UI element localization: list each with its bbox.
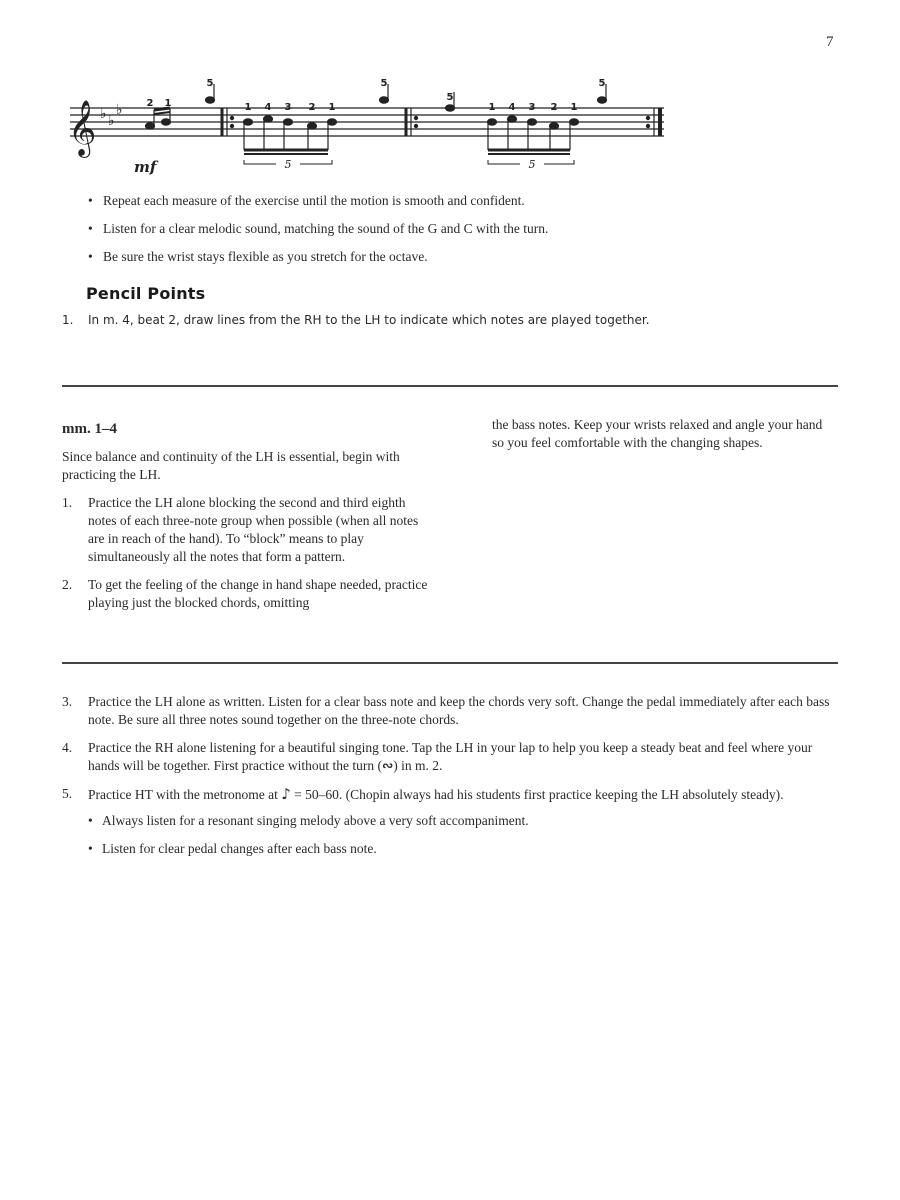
fingering-number: 3 [528, 102, 536, 113]
divider [62, 385, 838, 387]
fingering-number: 1 [164, 98, 172, 109]
steps-list [62, 494, 430, 612]
fingering-number: 2 [550, 102, 558, 113]
turn-icon: ∾ [381, 758, 394, 774]
pencil-points-heading: Pencil Points [86, 284, 206, 303]
list-item: 3. Practice the LH alone as written. Listen for a clear bass note and keep the chords very soft. Change the pedal immediately after each bass note. Be sure all three notes sound together on the three-note chords. [62, 694, 830, 727]
page-number: 7 [826, 34, 834, 50]
pencil-points-item: 1. In m. 4, beat 2, draw lines from the RH to the LH to indicate which notes are played together. [62, 313, 650, 327]
list-item: • Always listen for a resonant singing melody above a very soft accompaniment. [88, 813, 529, 828]
fingering-number: 5 [598, 78, 606, 89]
continuation-paragraph: the bass notes. Keep your wrists relaxed and angle your hand so you feel comfortable with the changing shapes. [492, 417, 823, 450]
divider [62, 662, 838, 664]
list-item: • Be sure the wrist stays flexible as you stretch for the octave. [88, 249, 428, 264]
fingering-number: 1 [488, 102, 496, 113]
tuplet-label: 5 [528, 158, 536, 171]
steps-list [62, 693, 838, 858]
flat-icon: ♭ [100, 106, 107, 122]
fingering-number: 5 [446, 92, 454, 103]
fingering-number: 4 [264, 102, 272, 113]
fingering-number: 2 [308, 102, 316, 113]
treble-clef-icon: 𝄞 [68, 100, 97, 156]
fingering-number: 1 [570, 102, 578, 113]
list-item: • Repeat each measure of the exercise until the motion is smooth and confident. [88, 193, 525, 208]
list-item: 5. Practice HT with the metronome at ♪ = 50–60. (Chopin always had his students first practice keeping the LH absolutely steady). • Always listen for a resonant singing melody above a very soft accompaniment. • Listen for clear pedal changes after each bass note. [62, 785, 838, 858]
fingering-number: 1 [244, 102, 252, 113]
fingering-number: 5 [206, 78, 214, 89]
list-item: 2. To get the feeling of the change in hand shape needed, practice playing just the blocked chords, omitting [62, 577, 428, 610]
fingering-number: 3 [284, 102, 292, 113]
flat-icon: ♭ [108, 113, 115, 129]
left-column [62, 420, 430, 622]
right-column [492, 416, 832, 452]
fingering-number: 1 [328, 102, 336, 113]
fingering-number: 2 [146, 98, 154, 109]
fingering-number: 5 [380, 78, 388, 89]
flat-icon: ♭ [116, 102, 123, 118]
lower-steps [62, 693, 838, 868]
list-item: • Listen for clear pedal changes after each bass note. [88, 841, 377, 856]
sub-bullets [88, 812, 838, 858]
tuplet-label: 5 [284, 158, 292, 171]
list-item: • Listen for a clear melodic sound, matching the sound of the G and C with the turn. [88, 221, 549, 236]
list-item: 4. Practice the RH alone listening for a beautiful singing tone. Tap the LH in your lap to help you keep a steady beat and feel where your hands will be together. First practice without the turn (∾) in m. 2. [62, 740, 813, 774]
list-item: 1. Practice the LH alone blocking the second and third eighth notes of each three-note group when possible (when all notes are in reach of the hand). To “block” means to play simultaneously all the notes that form a pattern. [62, 495, 419, 564]
eighth-note-icon: ♪ [281, 785, 291, 803]
music-notation-example [62, 70, 672, 180]
fingering-number: 4 [508, 102, 516, 113]
section-heading: mm. 1–4 [62, 421, 117, 437]
exercise-bullets [86, 192, 826, 276]
dynamic-marking: mf [134, 158, 157, 176]
intro-paragraph: Since balance and continuity of the LH is essential, begin with practicing the LH. [62, 449, 400, 482]
